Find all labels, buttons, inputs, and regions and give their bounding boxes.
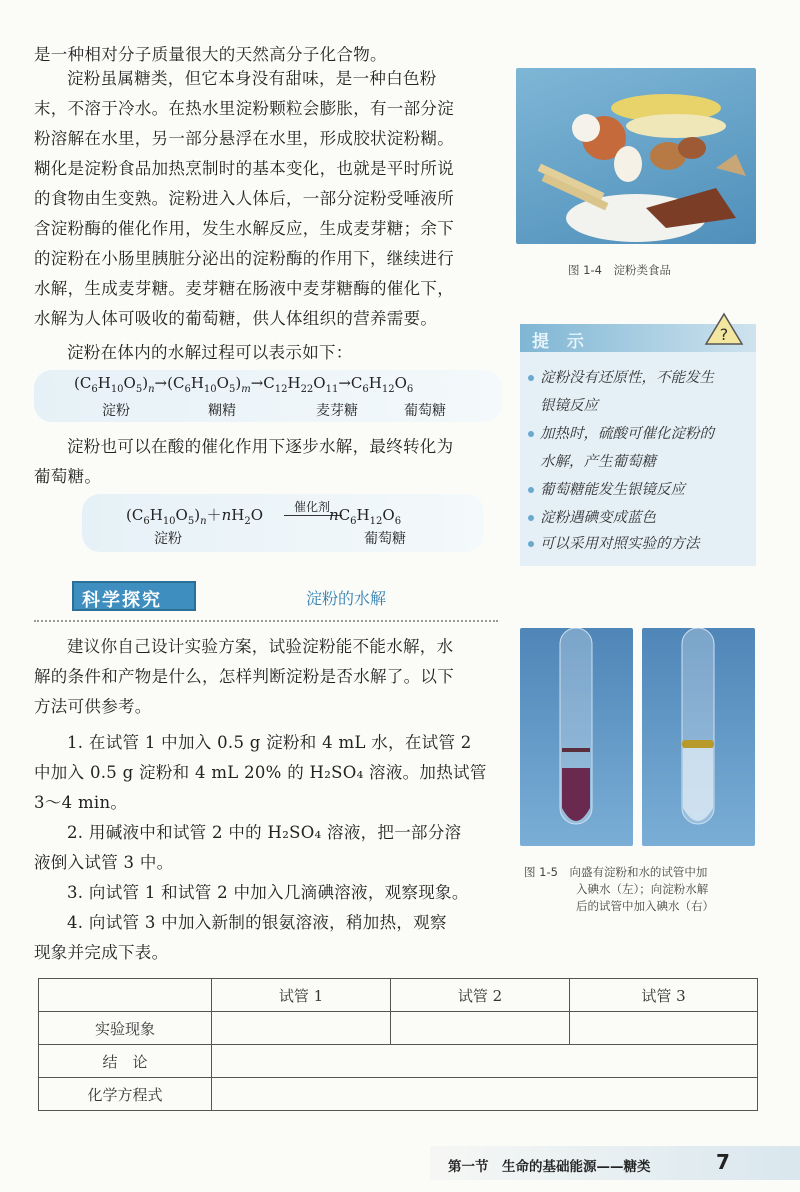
equation-formula: $(C_6H_{10}O_5)_n+nH_2O$ $nC_6H_{12}O_6$ (126, 506, 402, 527)
text-line: 的食物由生变熟。淀粉进入人体后，一部分淀粉受唾液所 (34, 189, 454, 208)
tip-text: 加热时，硫酸可催化淀粉的 (540, 426, 714, 442)
label-dextrin: 糊精 (208, 403, 236, 419)
caption-line: 入碘水（左）；向淀粉水解 (576, 882, 709, 896)
tip-text: 淀粉没有还原性，不能发生 (540, 370, 714, 386)
step-line: 1. 在试管 1 中加入 0.5 g 淀粉和 4 mL 水，在试管 2 (67, 733, 472, 752)
table-header-row (39, 979, 758, 1012)
row-label: 实验现象 (39, 1012, 212, 1045)
label-glucose: 葡萄糖 (404, 403, 446, 419)
starch-paragraph (34, 64, 504, 334)
text-line: 水解，生成麦芽糖。麦芽糖在肠液中麦芽糖酶的催化下， (34, 279, 454, 298)
bullet-icon (528, 375, 534, 381)
label-starch: 淀粉 (102, 403, 130, 419)
chapter-footer: 第一节 生命的基础能源——糖类 (448, 1159, 651, 1175)
test-tube-icon (642, 628, 755, 846)
table-row (39, 1012, 758, 1045)
text-line: 淀粉虽属糖类，但它本身没有甜味，是一种白色粉 (67, 69, 437, 88)
text-line: 糊化是淀粉食品加热烹制时的基本变化，也就是平时所说 (34, 159, 454, 178)
label-maltose: 麦芽糖 (316, 403, 358, 419)
warning-icon (704, 312, 744, 346)
label-glucose: 葡萄糖 (364, 531, 406, 547)
section-title: 淀粉的水解 (306, 589, 387, 608)
step-line: 液倒入试管 3 中。 (34, 853, 174, 872)
test-tube-icon (520, 628, 633, 846)
observation-table (38, 978, 758, 1111)
bullet-icon (528, 515, 534, 521)
text-line: 解的条件和产物是什么，怎样判断淀粉是否水解了。以下 (34, 667, 454, 686)
table-cell[interactable] (212, 1012, 391, 1045)
text-line: 葡萄糖。 (34, 467, 102, 486)
table-header-cell: 试管 2 (391, 979, 570, 1012)
text-line: 方法可供参考。 (34, 697, 152, 716)
tip-text: 银镜反应 (540, 398, 598, 414)
table-row (39, 1078, 758, 1111)
table-cell[interactable] (212, 1045, 758, 1078)
row-label: 结 论 (39, 1045, 212, 1078)
tip-item (528, 504, 656, 532)
svg-text:?: ? (719, 325, 729, 344)
tip-text: 水解，产生葡萄糖 (540, 454, 656, 470)
equation-formula: $(C_6H_{10}O_5)_n\to(C_6H_{10}O_5)_m\to C_{12}H_{22}O_{11}\to C_6H_{12}O_6$ (74, 374, 414, 395)
dotted-divider (34, 620, 498, 622)
text-line: 含淀粉酶的催化作用，发生水解反应，生成麦芽糖；余下 (34, 219, 454, 238)
row-label: 化学方程式 (39, 1078, 212, 1111)
table-header-cell: 试管 3 (570, 979, 758, 1012)
procedure-steps (34, 728, 504, 968)
step-line: 4. 向试管 3 中加入新制的银氨溶液，稍加热，观察 (67, 913, 447, 932)
hydrolysis-equation-body (34, 370, 502, 422)
step-line: 中加入 0.5 g 淀粉和 4 mL 20% 的 H₂SO₄ 溶液。加热试管 (34, 763, 487, 782)
explore-paragraph (34, 632, 504, 722)
table-cell[interactable] (212, 1078, 758, 1111)
text-line: 末，不溶于冷水。在热水里淀粉颗粒会膨胀，有一部分淀 (34, 99, 454, 118)
tip-item (528, 364, 714, 420)
hydrolysis-intro: 淀粉在体内的水解过程可以表示如下： (67, 343, 353, 362)
caption-line: 图 1-5 向盛有淀粉和水的试管中加 (524, 865, 708, 879)
label-starch: 淀粉 (154, 531, 182, 547)
test-tube-right-photo (642, 628, 755, 846)
text-line: 水解为人体可吸收的葡萄糖，供人体组织的营养需要。 (34, 309, 438, 328)
table-cell[interactable] (391, 1012, 570, 1045)
text-line: 淀粉也可以在酸的催化作用下逐步水解，最终转化为 (67, 437, 454, 456)
step-line: 现象并完成下表。 (34, 943, 169, 962)
page-number: 7 (716, 1150, 730, 1174)
tip-item (528, 420, 714, 476)
starch-foods-photo (516, 68, 756, 244)
acid-hydrolysis-paragraph (34, 432, 504, 492)
tip-text: 淀粉遇碘变成蓝色 (540, 510, 656, 526)
tip-text: 葡萄糖能发生银镜反应 (540, 482, 685, 498)
step-line: 2. 用碱液中和试管 2 中的 H₂SO₄ 溶液，把一部分溶 (67, 823, 462, 842)
table-cell[interactable] (570, 1012, 758, 1045)
step-line: 3～4 min。 (34, 793, 128, 812)
test-tube-left-photo (520, 628, 633, 846)
text-line: 建议你自己设计实验方案，试验淀粉能不能水解，水 (67, 637, 454, 656)
food-illustration (516, 68, 756, 244)
text-line: 的淀粉在小肠里胰脏分泌出的淀粉酶的作用下，继续进行 (34, 249, 454, 268)
science-inquiry-badge (72, 581, 196, 611)
tip-text: 可以采用对照实验的方法 (540, 536, 700, 552)
catalyst-label: 催化剂 (294, 500, 331, 514)
step-line: 3. 向试管 1 和试管 2 中加入几滴碘溶液，观察现象。 (67, 883, 469, 902)
table-row (39, 1045, 758, 1078)
intro-line: 是一种相对分子质量很大的天然高分子化合物。 (34, 45, 387, 64)
table-header-cell (39, 979, 212, 1012)
bullet-icon (528, 487, 534, 493)
text-line: 粉溶解在水里，另一部分悬浮在水里，形成胶状淀粉糊。 (34, 129, 454, 148)
figure-1-4-caption: 图 1-4 淀粉类食品 (568, 263, 671, 277)
badge-text: 科学探究 (82, 590, 162, 611)
acid-hydrolysis-equation (82, 494, 484, 552)
bullet-icon (528, 431, 534, 437)
tips-box (520, 324, 756, 566)
table-header-cell: 试管 1 (212, 979, 391, 1012)
caption-line: 后的试管中加入碘水（右） (576, 899, 714, 913)
tips-title: 提 示 (532, 332, 590, 352)
tip-item (528, 530, 700, 558)
tip-item (528, 476, 685, 504)
bullet-icon (528, 541, 534, 547)
figure-1-5-caption (524, 864, 758, 915)
